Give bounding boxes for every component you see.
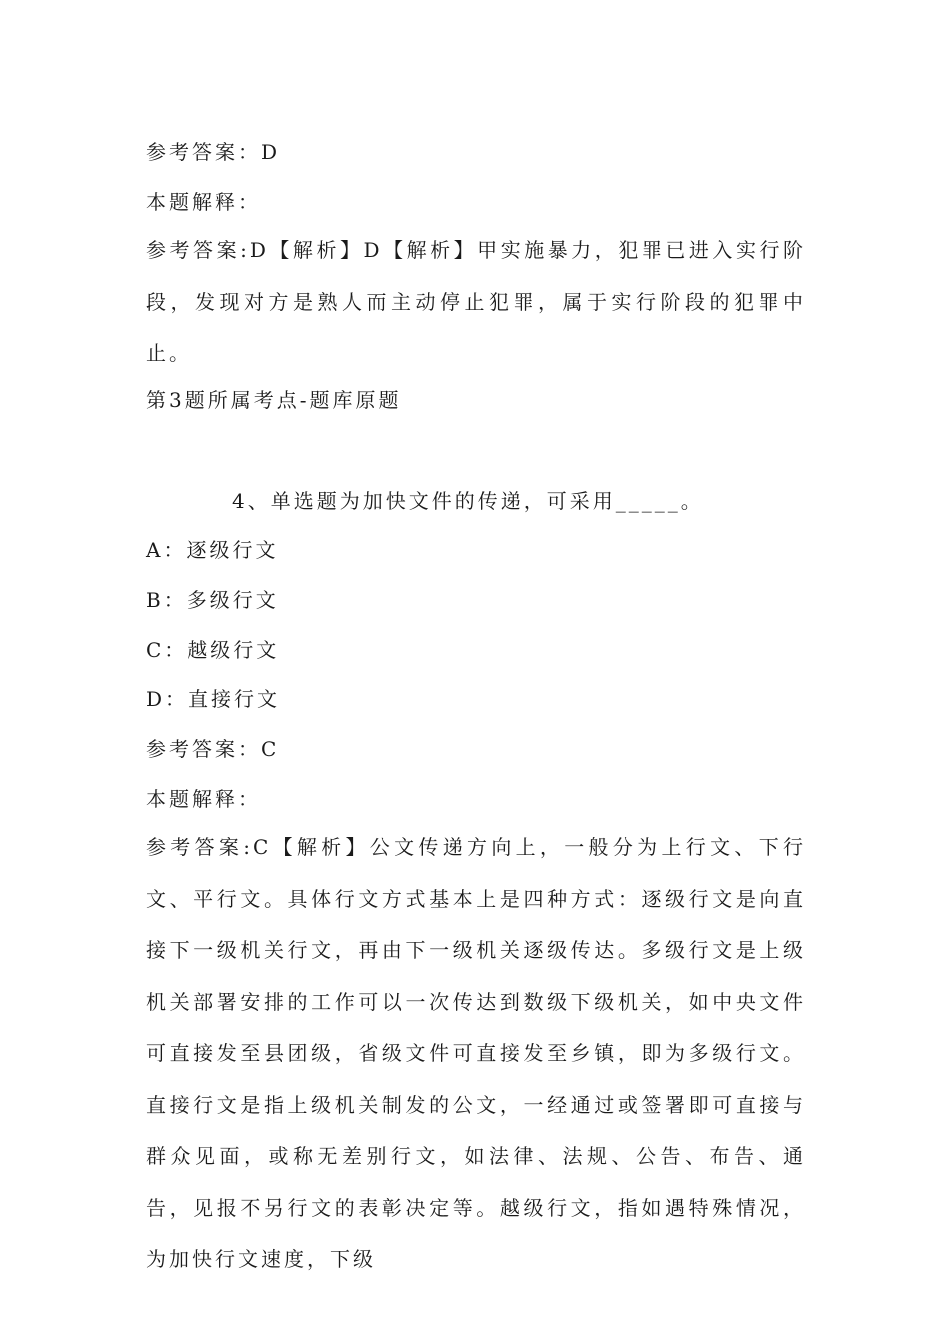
prev-answer: 参考答案：D	[146, 140, 281, 164]
option-b: B：多级行文	[146, 588, 279, 612]
prev-topic: 第3题所属考点-题库原题	[146, 388, 402, 412]
explanation: 参考答案:C【解析】公文传递方向上，一般分为上行文、下行文、平行文。具体行文方式基本上是四种方式：逐级行文是向直接下一级机关行文，再由下一级机关逐级传达。多级行文是上级机关部署安排的工作可以一次传达到数级下级机关，如中央文件可直接发至县团级，省级文件可直接发至乡镇，即为多级行文。直接行文是指上级机关制发的公文，一经通过或签署即可直接与群众见面，或称无差别行文，如法律、法规、公告、布告、通告，见报不另行文的表彰决定等。越级行文，指如遇特殊情况，为加快行文速度，下级	[146, 835, 806, 1271]
answer: 参考答案：C	[146, 737, 280, 761]
option-d: D：直接行文	[146, 687, 281, 711]
explanation-label: 本题解释：	[146, 787, 261, 811]
option-a: A：逐级行文	[146, 538, 279, 562]
prev-explanation-label: 本题解释：	[146, 190, 261, 214]
option-c: C：越级行文	[146, 638, 280, 662]
question-title: 4、单选题为加快文件的传递，可采用_____。	[232, 489, 704, 513]
prev-explanation: 参考答案:D【解析】D【解析】甲实施暴力，犯罪已进入实行阶段，发现对方是熟人而主动停止犯罪，属于实行阶段的犯罪中止。	[146, 238, 806, 365]
